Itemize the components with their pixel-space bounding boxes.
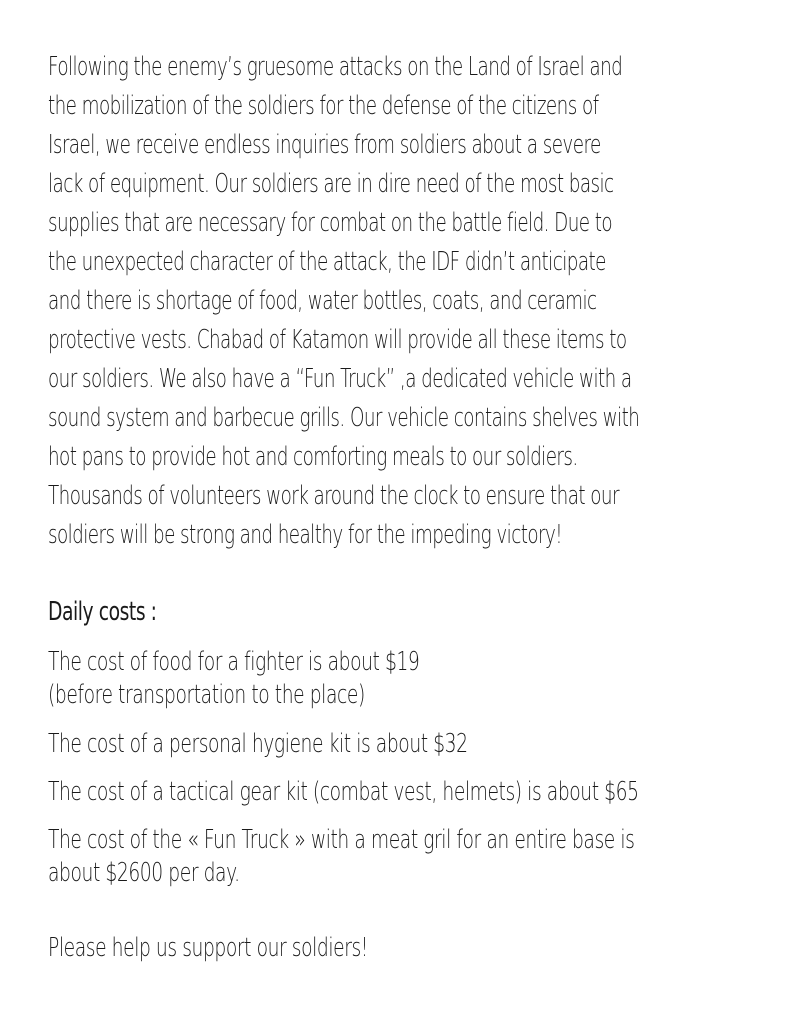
closing-appeal: Please help us support our soldiers! xyxy=(48,933,368,963)
cost-item-hygiene-kit: The cost of a personal hygiene kit is about $32 xyxy=(48,729,468,759)
cost-item-gear-kit: The cost of a tactical gear kit (combat vest, helmets) is about $65 xyxy=(48,777,639,807)
cost-item-fun-truck: The cost of the « Fun Truck » with a meat gril for an entire base is about $2600 per day. xyxy=(48,825,635,888)
document-body xyxy=(48,48,768,963)
cost-item-food: The cost of food for a fighter is about $19 (before transportation to the place) xyxy=(48,647,420,710)
intro-paragraph: Following the enemy’s gruesome attacks on the Land of Israel and the mobilization of the soldiers for the defense of the citizens of Israel, we receive endless inquiries from soldiers about a severe lack of equipment. Our soldiers are in dire need of the most basic supplies that are necessary for combat on the battle field. Due to the unexpected character of the attack, the IDF didn’t anticipate and there is shortage of food, water bottles, coats, and ceramic protective vests. Chabad of Katamon will provide all these items to our soldiers. We also have a “Fun Truck” ,a dedicated vehicle with a sound system and barbecue grills. Our vehicle contains shelves with hot pans to provide hot and comforting meals to our soldiers. Thousands of volunteers work around the clock to ensure that our soldiers will be strong and healthy for the impeding victory! xyxy=(48,52,640,550)
daily-costs-heading: Daily costs : xyxy=(48,597,157,627)
